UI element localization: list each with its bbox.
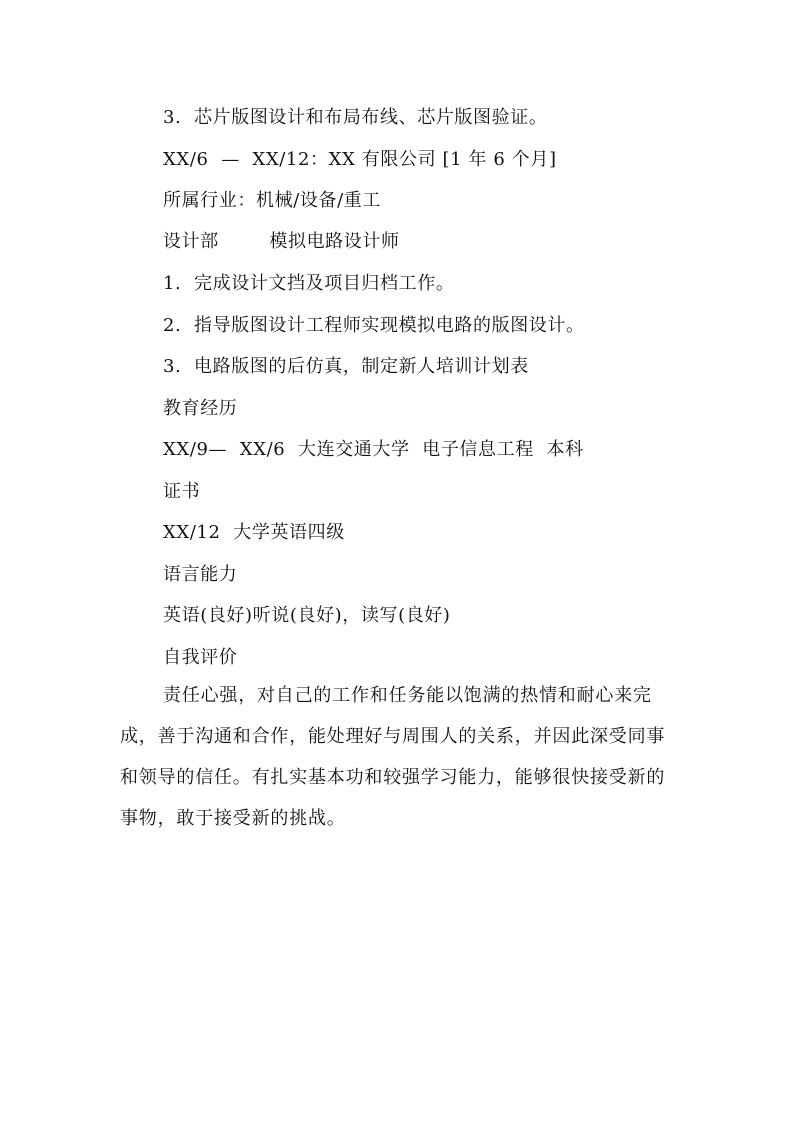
certificate-heading: 证书 — [163, 481, 201, 502]
language-entry-line: 英语(良好)听说(良好)，读写(良好) — [163, 605, 451, 626]
language-heading: 语言能力 — [163, 564, 238, 585]
job-duty-2-line: 2. 指导版图设计工程师实现模拟电路的版图设计。 — [163, 315, 585, 336]
department-position-line: 设计部 模拟电路设计师 — [163, 231, 400, 252]
employment-period-line: XX/6 — XX/12：XX 有限公司 [1 年 6 个月] — [163, 149, 557, 170]
education-heading: 教育经历 — [163, 398, 238, 419]
self-evaluation-paragraph: 责任心强，对自己的工作和任务能以饱满的热情和耐心来完成，善于沟通和合作，能处理好与周围人的关系，并因此深受同事和领导的信任。有扎实基本功和较强学习能力，能够很快接受新的事物，敢于接受新的挑战。 — [120, 685, 666, 829]
job-duty-1-line: 1. 完成设计文挡及项目归档工作。 — [163, 273, 455, 294]
industry-line: 所属行业：机械/设备/重工 — [163, 190, 381, 211]
work-duty-3-line: 3. 芯片版图设计和布局布线、芯片版图验证。 — [163, 107, 548, 128]
certificate-entry-line: XX/12 大学英语四级 — [163, 522, 345, 543]
self-evaluation-heading: 自我评价 — [163, 647, 238, 668]
job-duty-3-line: 3. 电路版图的后仿真，制定新人培训计划表 — [163, 356, 529, 377]
education-entry-line: XX/9— XX/6 大连交通大学 电子信息工程 本科 — [163, 439, 584, 460]
